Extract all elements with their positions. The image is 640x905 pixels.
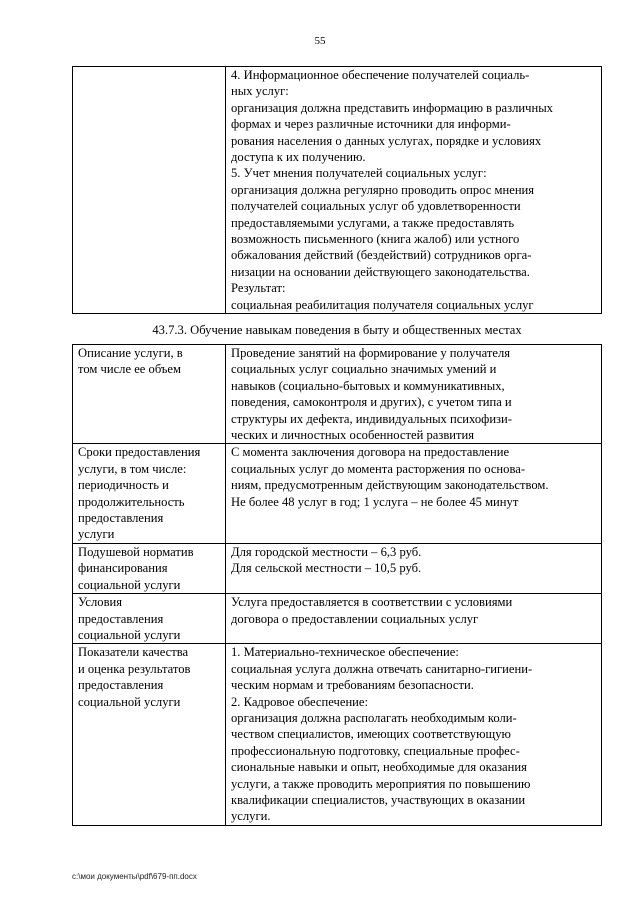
text-line: социальных услуг до момента расторжения по основа- [231,461,526,476]
row-content-cell [226,543,602,593]
text-line: и оценка результатов [78,661,191,676]
text-line: рования населения о данных услугах, порядке и условиях [231,133,542,148]
text-line: ниям, предусмотренным действующим законодательством. [231,478,549,493]
text-line: услуги [78,527,115,542]
text-line: предоставляемыми услугами, а также предоставлять [231,215,515,230]
text-line: Результат: [231,281,286,296]
text-line: низации на основании действующего законодательства. [231,264,530,279]
row-content-cell [226,345,602,444]
row-label-cell [73,594,226,644]
text-line: Для сельской местности – 10,5 руб. [231,561,422,576]
text-line: периодичность и [78,478,169,493]
text-line: 5. Учет мнения получателей социальных услуг: [231,166,487,181]
text-line: услуги, в том числе: [78,461,187,476]
table-row [73,67,602,314]
text-line: социальная услуга должна отвечать санитарно-гигиени- [231,661,533,676]
text-line: услуги. [231,809,271,824]
text-line: Описание услуги, в [78,346,183,360]
text-line: ных услуг: [231,84,289,99]
text-line: социальных услуг социально значимых умений и [231,362,497,377]
text-line: профессиональную подготовку, специальные профес- [231,743,520,758]
text-line: организация должна регулярно проводить опрос мнения [231,182,535,197]
row-content-cell [226,644,602,825]
text-line: продолжительность [78,494,185,509]
text-line: ческих и личностных особенностей развития [231,428,475,443]
page-number: 55 [314,35,326,47]
row-content-cell [226,594,602,644]
text-line: Не более 48 услуг в год; 1 услуга – не более 45 минут [231,494,519,509]
footer-file-path: c:\мои документы\pdf\679-пп.docx [72,872,197,881]
text-line: получателей социальных услуг об удовлетворенности [231,199,521,214]
text-line: Показатели качества [78,645,189,660]
text-line: Для городской местности – 6,3 руб. [231,544,422,559]
text-line: том числе ее объем [78,362,181,377]
text-line: навыков (социально-бытовых и коммуникативных, [231,378,505,393]
text-line: 4. Информационное обеспечение получателей социаль- [231,68,530,82]
text-line: чеством специалистов, имеющих соответствующую [231,727,511,742]
text-line: Условия [78,595,123,610]
text-line: 2. Кадровое обеспечение: [231,694,369,709]
row-label-cell [73,444,226,543]
text-line: Подушевой норматив [78,544,194,559]
text-line: финансирования [78,561,168,576]
text-line: организация должна представить информацию в различных [231,100,553,115]
table-row [73,594,602,644]
service-table-body [73,345,602,826]
text-line: предоставления [78,511,164,526]
text-line: социальной услуги [78,627,181,642]
text-line: сиональные навыки и опыт, необходимые для оказания [231,760,527,775]
text-line: возможность письменного (книга жалоб) или устного [231,232,520,247]
text-line: предоставления [78,678,164,693]
row-label-cell [73,644,226,825]
text-line: социальной услуги [78,577,181,592]
row-label-cell [73,543,226,593]
text-line: С момента заключения договора на предоставление [231,445,510,460]
table-row [73,345,602,444]
text-line: квалификации специалистов, участвующих в оказании [231,792,526,807]
service-table [72,344,602,826]
table-row [73,444,602,543]
text-line: формах и через различные источники для информи- [231,117,511,132]
text-line: доступа к их получению. [231,150,366,165]
text-line: Сроки предоставления [78,445,201,460]
table-row [73,644,602,825]
row-content-cell [226,444,602,543]
text-line: организация должна располагать необходимым коли- [231,710,517,725]
text-line: Проведение занятий на формирование у получателя [231,346,511,360]
continuation-table [72,66,602,314]
text-line: поведения, самоконтроля и других), с учетом типа и [231,395,512,410]
table-row [73,543,602,593]
table-cell-empty [73,67,226,314]
text-line: обжалования действий (бездействий) сотрудников орга- [231,248,532,263]
text-line: услуги, а также проводить мероприятия по повышению [231,776,531,791]
section-heading: 43.7.3. Обучение навыкам поведения в быту и общественных местах [152,323,522,337]
text-line: предоставления [78,611,164,626]
row-label-cell [73,345,226,444]
text-line: ческим нормам и требованиям безопасности. [231,678,474,693]
text-line: 1. Материально-техническое обеспечение: [231,645,459,660]
table-cell-content [226,67,602,314]
text-line: структуры их дефекта, индивидуальных психофизи- [231,411,512,426]
text-line: договора о предоставлении социальных услуг [231,611,479,626]
text-line: социальная реабилитация получателя социальных услуг [231,297,534,312]
text-line: Услуга предоставляется в соответствии с условиями [231,595,513,610]
text-line: социальной услуги [78,694,181,709]
